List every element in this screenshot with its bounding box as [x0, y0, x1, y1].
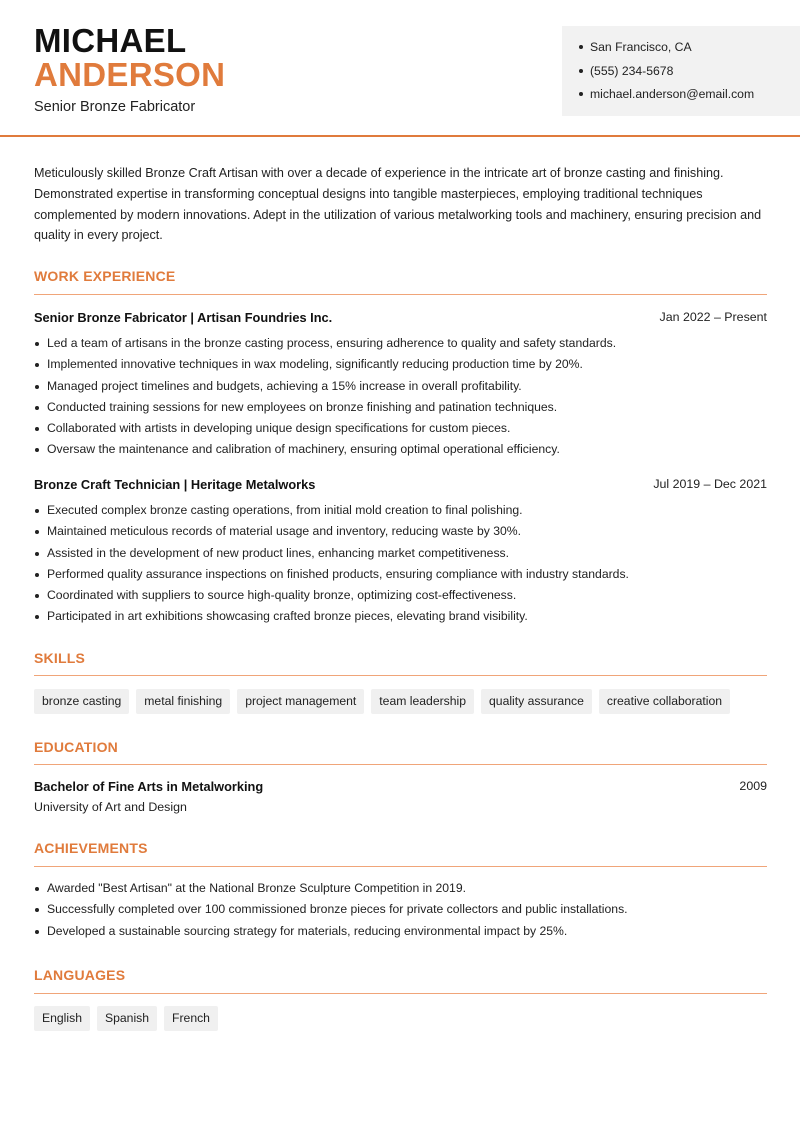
contact-box: [562, 26, 800, 116]
list-item: Collaborated with artists in developing unique design specifications for custom pieces.: [34, 418, 767, 439]
degree-title: Bachelor of Fine Arts in Metalworking: [34, 779, 264, 794]
list-item: Oversaw the maintenance and calibration of machinery, ensuring optimal operational efficiency.: [34, 439, 767, 460]
work-divider: [34, 294, 767, 295]
list-item: Managed project timelines and budgets, achieving a 15% increase in overall profitability.: [34, 376, 767, 397]
job-title: Senior Bronze Fabricator: [34, 99, 196, 115]
list-item: Coordinated with suppliers to source high-quality bronze, optimizing cost-effectiveness.: [34, 585, 767, 606]
skill-chip: metal finishing: [136, 689, 230, 714]
list-item: Successfully completed over 100 commissioned bronze pieces for private collectors and public installations.: [34, 899, 767, 920]
achievements-divider: [34, 866, 767, 867]
last-name: ANDERSON: [34, 56, 226, 93]
contact-phone: (555) 234-5678: [579, 63, 800, 87]
education-heading: EDUCATION: [34, 739, 118, 755]
job-2-bullets: [34, 500, 767, 628]
job-1-bullets: [34, 333, 767, 461]
contact-email: michael.anderson@email.com: [579, 86, 800, 110]
list-item: Executed complex bronze casting operations, from initial mold creation to final polishing.: [34, 500, 767, 521]
job-2-title: Bronze Craft Technician | Heritage Metalworks: [34, 477, 316, 492]
list-item: Implemented innovative techniques in wax modeling, significantly reducing production time by 20%.: [34, 354, 767, 375]
skill-chip: bronze casting: [34, 689, 129, 714]
list-item: Performed quality assurance inspections on finished products, ensuring compliance with industry standards.: [34, 564, 767, 585]
job-2-header: [34, 477, 767, 492]
contact-location: San Francisco, CA: [579, 39, 800, 63]
list-item: Participated in art exhibitions showcasing crafted bronze pieces, elevating brand visibility.: [34, 606, 767, 627]
list-item: Maintained meticulous records of material usage and inventory, reducing waste by 30%.: [34, 521, 767, 542]
languages-list: [34, 1006, 218, 1031]
school-name: University of Art and Design: [34, 800, 187, 814]
skills-heading: SKILLS: [34, 650, 85, 666]
achievements-list: [34, 878, 767, 942]
language-chip: English: [34, 1006, 90, 1031]
skills-divider: [34, 675, 767, 676]
language-chip: French: [164, 1006, 218, 1031]
resume-header: [0, 0, 800, 137]
list-item: Awarded "Best Artisan" at the National Bronze Sculpture Competition in 2019.: [34, 878, 767, 899]
job-2-dates: Jul 2019 – Dec 2021: [653, 477, 767, 491]
work-experience-heading: WORK EXPERIENCE: [34, 268, 176, 284]
skill-chip: project management: [237, 689, 364, 714]
education-divider: [34, 764, 767, 765]
achievements-heading: ACHIEVEMENTS: [34, 840, 148, 856]
list-item: Developed a sustainable sourcing strategy for materials, reducing environmental impact by 25%.: [34, 921, 767, 942]
list-item: Led a team of artisans in the bronze casting process, ensuring adherence to quality and safety standards.: [34, 333, 767, 354]
languages-divider: [34, 993, 767, 994]
skill-chip: team leadership: [371, 689, 474, 714]
skills-list: [34, 689, 730, 714]
job-1-title: Senior Bronze Fabricator | Artisan Foundries Inc.: [34, 310, 333, 325]
languages-heading: LANGUAGES: [34, 967, 126, 983]
job-1-header: [34, 310, 767, 325]
job-1-dates: Jan 2022 – Present: [659, 310, 767, 324]
list-item: Conducted training sessions for new employees on bronze finishing and patination techniques.: [34, 397, 767, 418]
first-name: MICHAEL: [34, 22, 187, 59]
degree-year: 2009: [739, 779, 767, 793]
language-chip: Spanish: [97, 1006, 157, 1031]
summary-text: Meticulously skilled Bronze Craft Artisan with over a decade of experience in the intricate art of bronze casting and finishing. Demonstrated expertise in transforming conceptual designs into tangible masterpieces, employing traditional techniques complemented by modern innovations. Adept in the utilization of various metalworking tools and machinery, ensuring precision and quality in every project.: [34, 166, 762, 243]
skill-chip: creative collaboration: [599, 689, 730, 714]
list-item: Assisted in the development of new product lines, enhancing market competitiveness.: [34, 543, 767, 564]
skill-chip: quality assurance: [481, 689, 592, 714]
